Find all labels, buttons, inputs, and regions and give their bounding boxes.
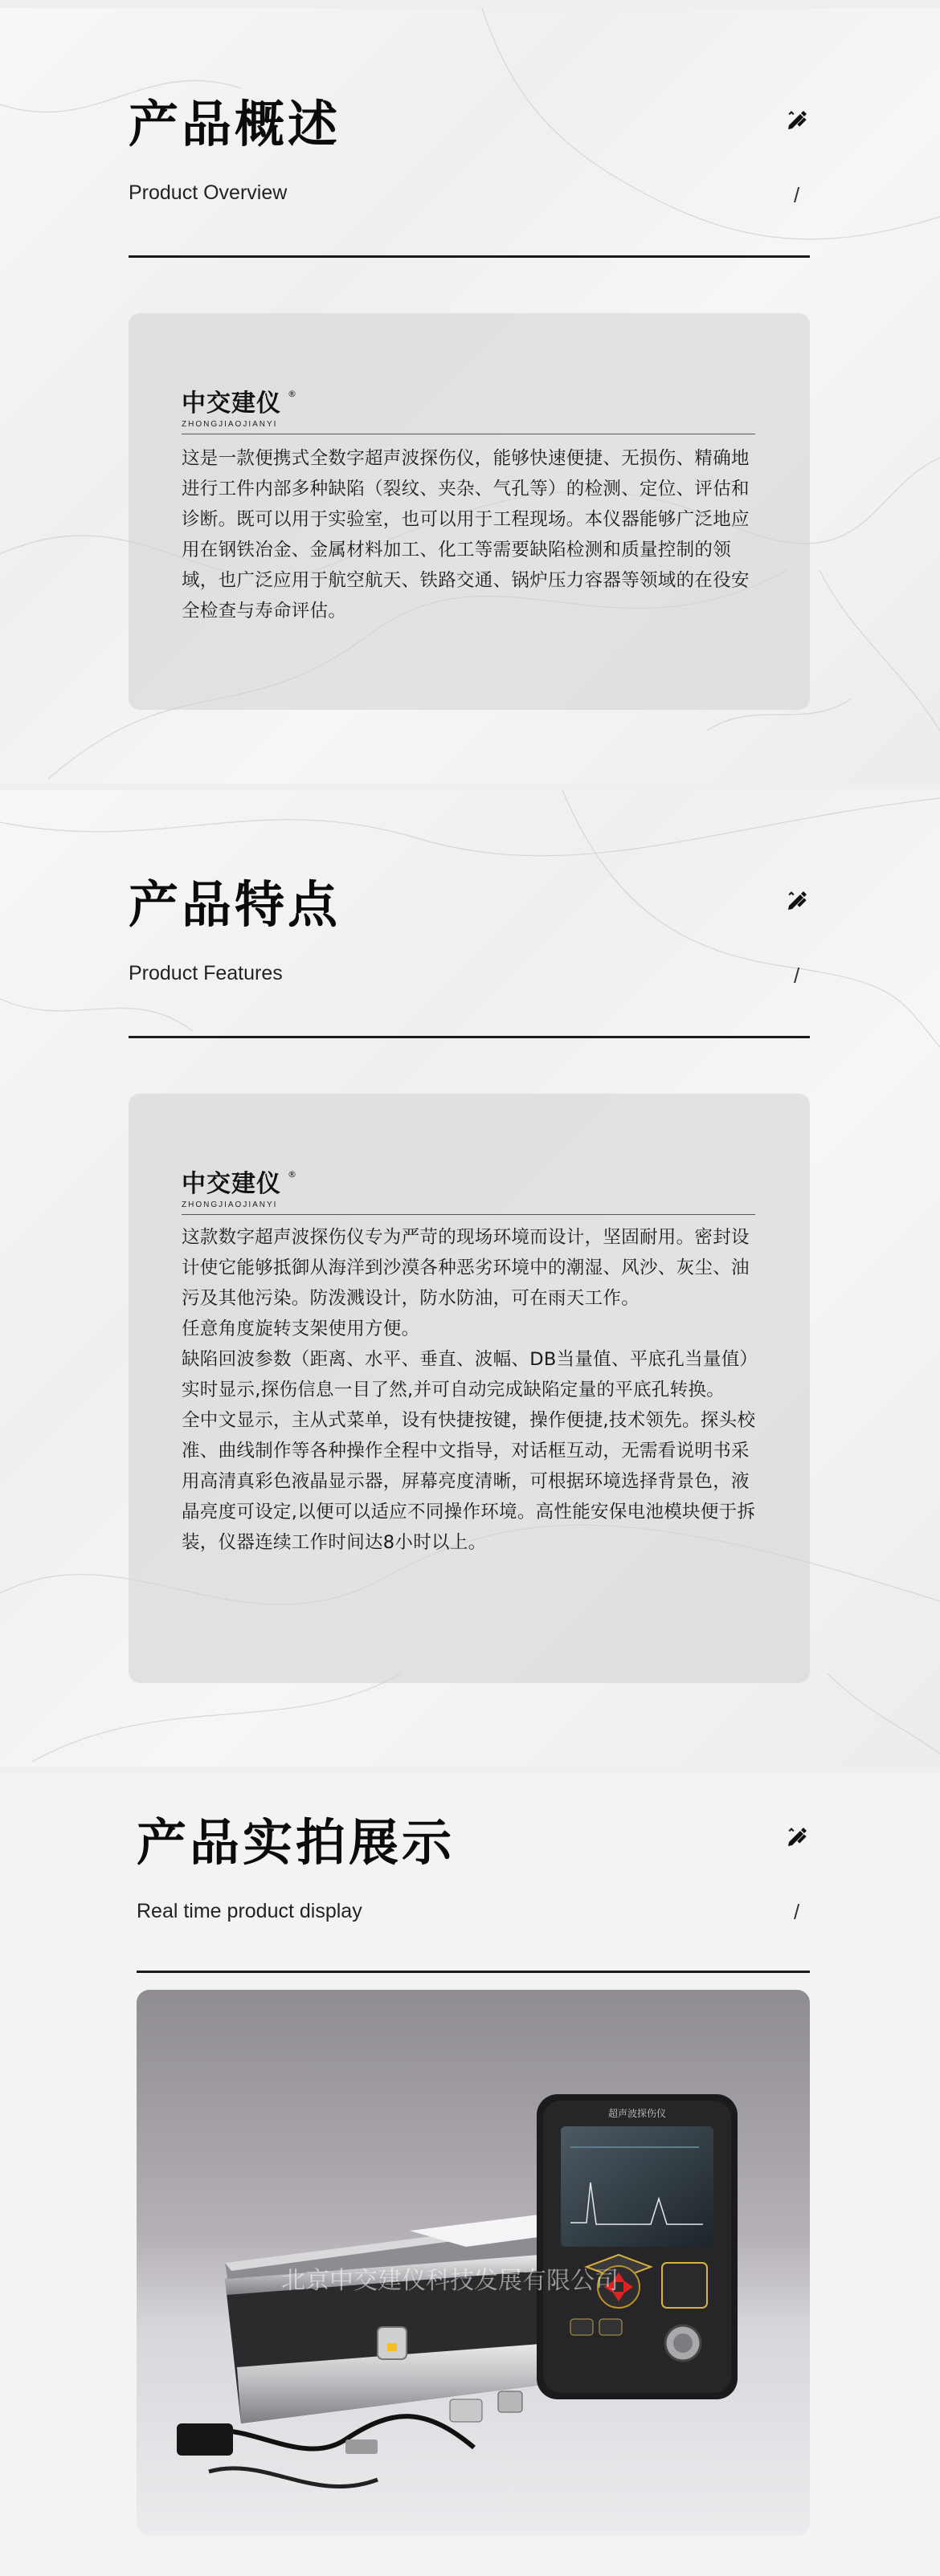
logo-subtext: ZHONGJIAOJIANYI: [182, 1200, 278, 1209]
brand-logo: [182, 1169, 296, 1217]
paragraph: 任意角度旋转支架使用方便。: [182, 1319, 420, 1339]
logo-subtext: ZHONGJIAOJIANYI: [182, 420, 278, 429]
features-section: [0, 790, 940, 1767]
product-photo-illustration: [137, 1990, 810, 2536]
brand-logo: [182, 389, 296, 437]
pencil-ruler-icon: [786, 108, 810, 132]
pencil-ruler-icon: [786, 1824, 810, 1848]
logo-text: 中交建仪: [182, 389, 281, 418]
section-subtitle: Product Features: [129, 962, 283, 984]
features-text: [182, 1222, 760, 1558]
registered-mark: ®: [288, 1169, 296, 1180]
paragraph: 缺陷回波参数（距离、水平、垂直、波幅、DB当量值、平底孔当量值）实时显示,探伤信息一目了然,并可自动完成缺陷定量的平底孔转换。: [182, 1349, 758, 1400]
paragraph: 这是一款便携式全数字超声波探伤仪，能够快速便捷、无损伤、精确地进行工件内部多种缺陷（裂纹、夹杂、气孔等）的检测、定位、评估和诊断。既可以用于实验室，也可以用于工程现场。本仪器能够广泛地应用在钢铁冶金、金属材料加工、化工等需要缺陷检测和质量控制的领域，也广泛应用于航空航天、铁路交通、锅炉压力容器等领域的在役安全检查与寿命评估。: [182, 448, 750, 622]
slash-mark: /: [794, 1900, 800, 1924]
section-subtitle: Product Overview: [129, 181, 288, 204]
section-title: 产品概述: [129, 95, 341, 153]
header-rule: [129, 255, 810, 258]
section-subtitle: Real time product display: [137, 1900, 362, 1922]
paragraph: 这款数字超声波探伤仪专为严苛的现场环境而设计，坚固耐用。密封设计使它能够抵御从海洋到沙漠各种恶劣环境中的潮湿、风沙、灰尘、油污及其他污染。防泼溅设计，防水防油，可在雨天工作。: [182, 1227, 750, 1309]
card-divider: [182, 1214, 755, 1215]
features-card: [129, 1094, 810, 1683]
pencil-ruler-icon: [786, 888, 810, 912]
header-rule: [129, 1036, 810, 1038]
overview-card: [129, 313, 810, 710]
registered-mark: ®: [288, 389, 296, 399]
device-screen-title: 超声波探伤仪: [607, 2108, 667, 2119]
overview-section: [0, 8, 940, 784]
header-rule: [137, 1971, 810, 1973]
slash-mark: /: [794, 964, 800, 988]
paragraph: 全中文显示，主从式菜单，设有快捷按键，操作便捷,技术领先。探头校准、曲线制作等各种操作全程中文指导，对话框互动，无需看说明书采用高清真彩色液晶显示器，屏幕亮度清晰，可根据环境选择背景色，液晶亮度可设定,以便可以适应不同操作环境。高性能安保电池模块便于拆装，仪器连续工作时间达8小时以上。: [182, 1410, 756, 1553]
section-title: 产品特点: [129, 875, 341, 934]
photo-watermark: 北京中交建仪科技发展有限公司: [281, 2267, 619, 2295]
section-title: 产品实拍展示: [137, 1813, 456, 1872]
slash-mark: /: [794, 183, 800, 207]
product-photo: [137, 1990, 810, 2536]
logo-text: 中交建仪: [182, 1170, 281, 1198]
overview-text: [182, 443, 760, 626]
